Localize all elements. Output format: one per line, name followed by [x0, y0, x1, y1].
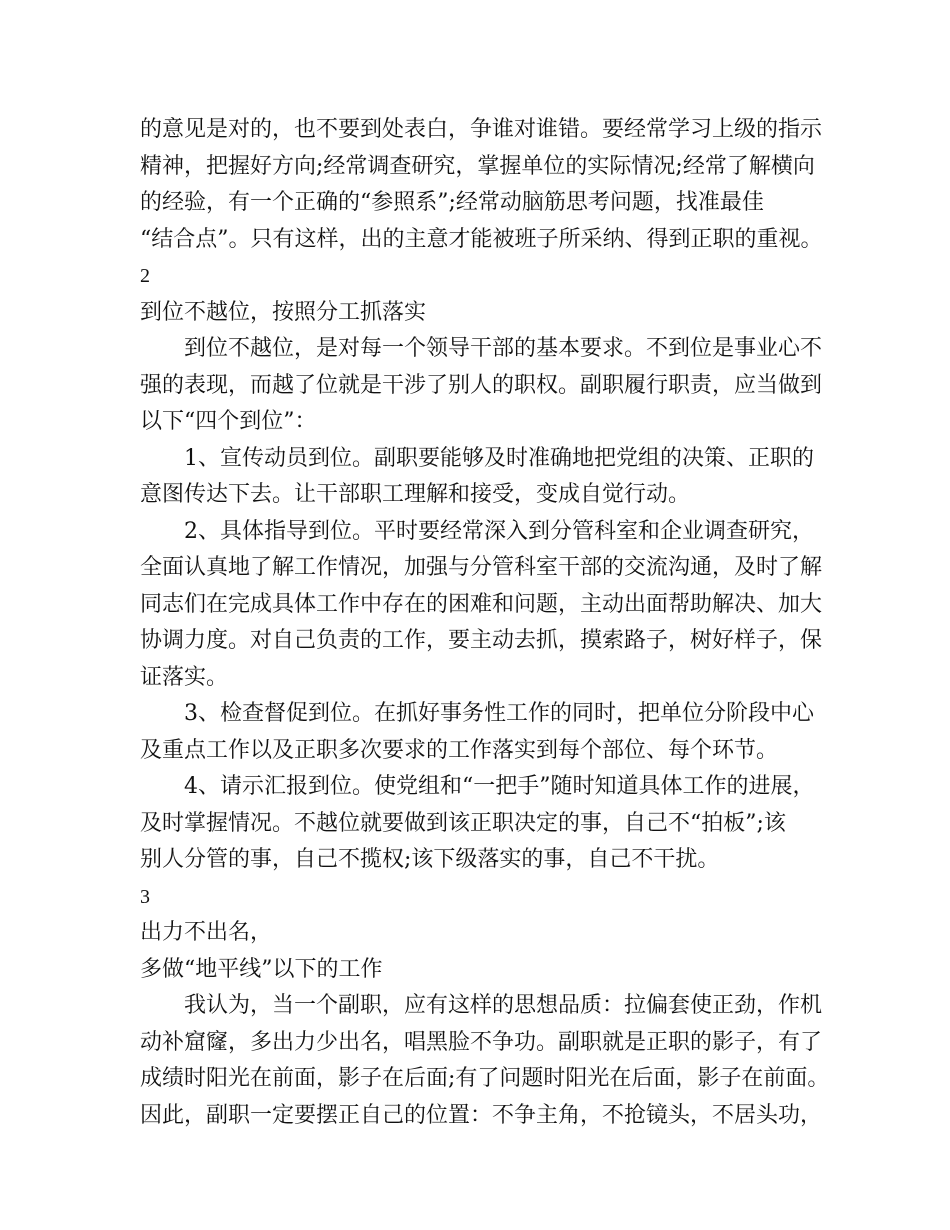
text-line: 意图传达下去。让干部职工理解和接受，变成自觉行动。: [140, 482, 691, 507]
text-line: 2、具体指导到位。平时要经常深入到分管科室和企业调查研究，: [184, 518, 814, 544]
section-number: 3: [140, 885, 150, 908]
text-line: 证落实。: [140, 664, 229, 690]
text-line: 1、宣传动员到位。副职要能够及时准确地把党组的决策、正职的: [184, 445, 814, 471]
text-line: 全面认真地了解工作情况，加强与分管科室干部的交流沟通，及时了解: [140, 555, 823, 580]
text-line: 精神，把握好方向;经常调查研究，掌握单位的实际情况;经常了解横向: [140, 153, 815, 179]
text-line: 及时掌握情况。不越位就要做到该正职决定的事，自己不“拍板”;该: [140, 810, 786, 836]
text-line: 我认为，当一个副职，应有这样的思想品质：拉偏套使正劲，作机: [184, 993, 823, 1018]
text-line: 及重点工作以及正职多次要求的工作落实到每个部位、每个环节。: [140, 737, 779, 763]
text-line: 协调力度。对自己负责的工作，要主动去抓，摸索路子，树好样子，保: [140, 628, 823, 653]
text-line: 多做“地平线”以下的工作: [140, 956, 383, 982]
section-number: 2: [140, 265, 150, 287]
text-line: 的意见是对的，也不要到处表白，争谁对谁错。要经常学习上级的指示: [140, 117, 823, 142]
text-line: 以下“四个到位”：: [140, 409, 317, 434]
text-line: 到位不越位，是对每一个领导干部的基本要求。不到位是事业心不: [184, 336, 823, 361]
text-line: 的经验，有一个正确的“参照系”;经常动脑筋思考问题，找准最佳: [140, 190, 764, 215]
text-line: 同志们在完成具体工作中存在的困难和问题，主动出面帮助解决、加大: [140, 591, 823, 617]
text-line: 因此，副职一定要摆正自己的位置：不争主角，不抢镜头，不居头功，: [140, 1102, 823, 1128]
text-line: 成绩时阳光在前面，影子在后面;有了问题时阳光在后面，影子在前面。: [140, 1066, 830, 1091]
text-line: 强的表现，而越了位就是干涉了别人的职权。副职履行职责，应当做到: [140, 372, 823, 398]
text-line: 出力不出名，: [140, 920, 273, 945]
text-line: 3、检查督促到位。在抓好事务性工作的同时，把单位分阶段中心: [184, 701, 814, 726]
text-line: “结合点”。只有这样，出的主意才能被班子所采纳、得到正职的重视。: [140, 226, 823, 252]
text-line: 动补窟窿，多出力少出名，唱黑脸不争功。副职就是正职的影子，有了: [140, 1029, 823, 1055]
text-line: 到位不越位，按照分工抓落实: [140, 299, 427, 325]
document-body: [140, 112, 830, 1134]
text-line: 4、请示汇报到位。使党组和“一把手”随时知道具体工作的进展，: [184, 774, 815, 799]
text-line: 别人分管的事，自己不揽权;该下级落实的事，自己不干扰。: [140, 847, 720, 872]
